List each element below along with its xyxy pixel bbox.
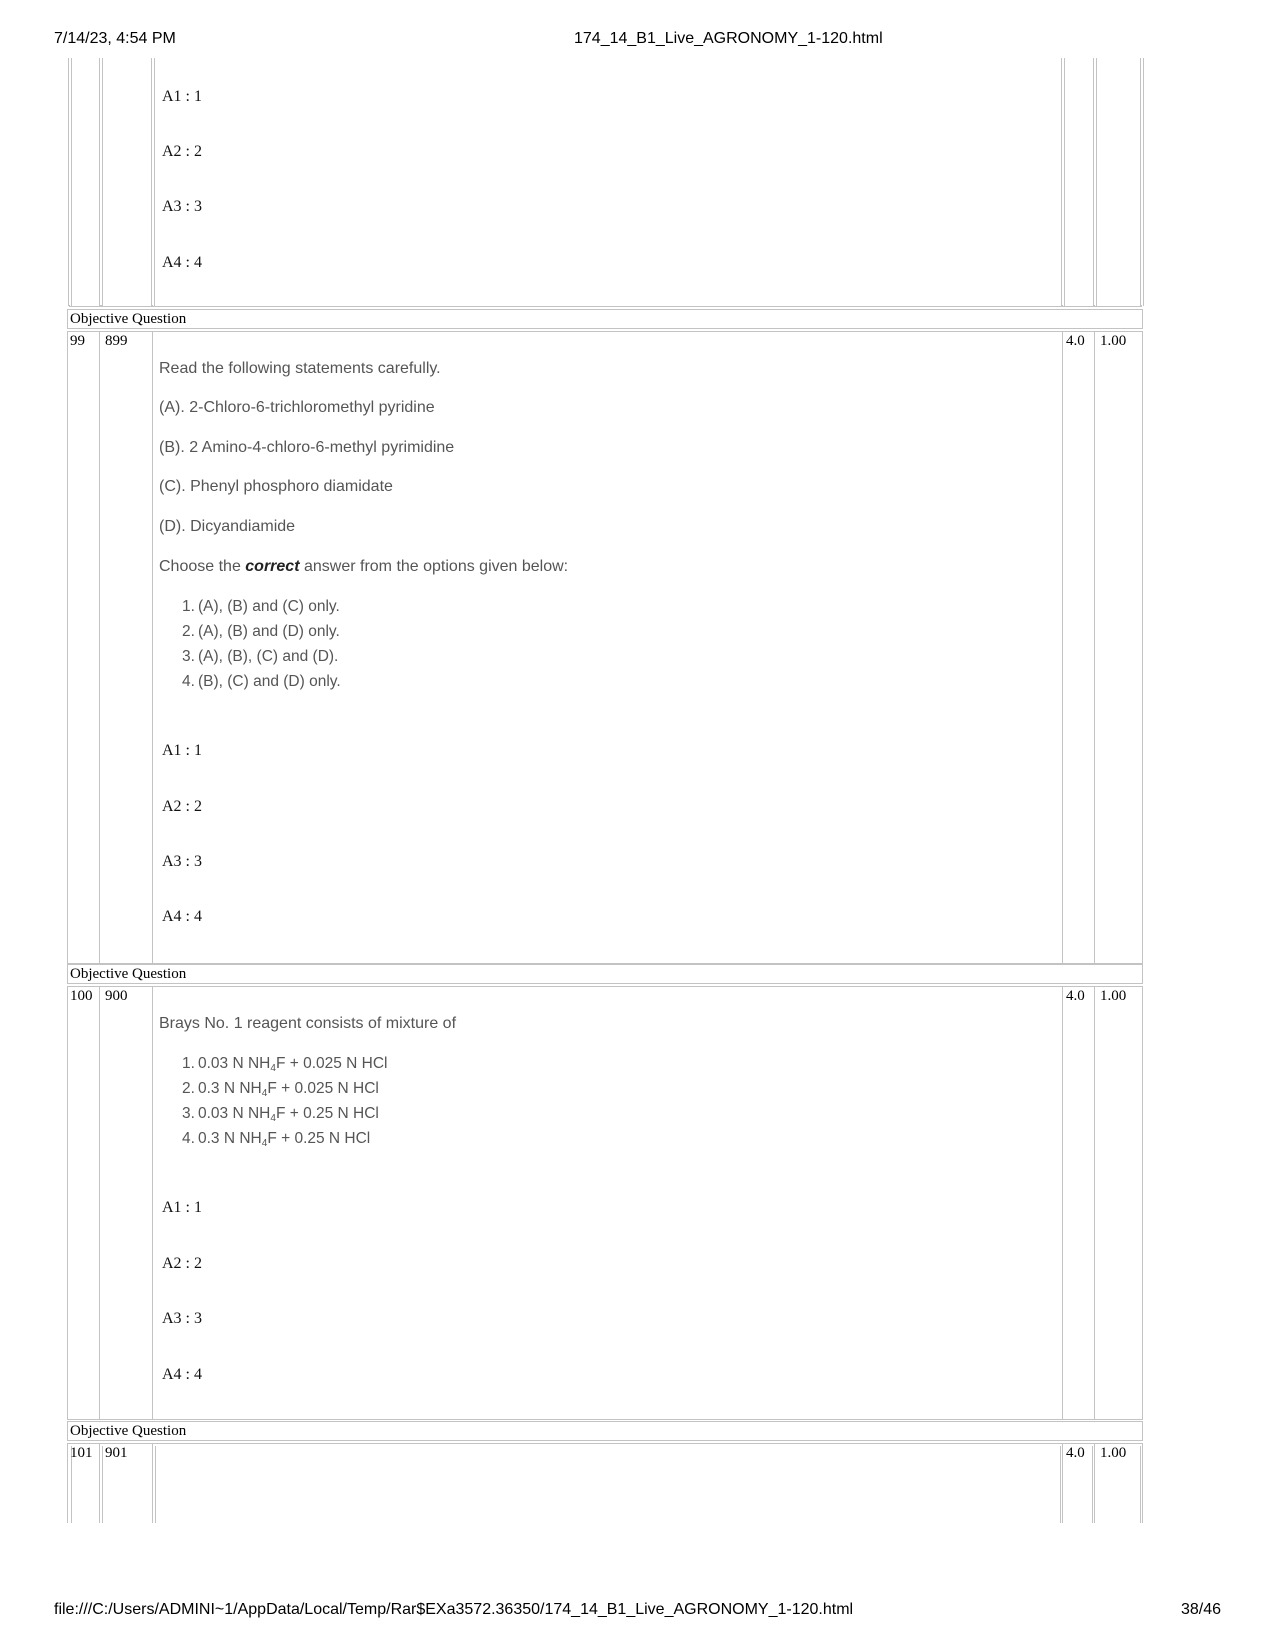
prev-answer-1: A1 : 1 — [162, 88, 202, 105]
option-4: 4. 0.3 N $NH_4F + 0.25$ N HCl — [182, 1130, 371, 1149]
print-footer-page-number: 38/46 — [1181, 1601, 1222, 1618]
prev-answer-3: A3 : 3 — [162, 198, 202, 215]
serial-number: 99 — [70, 333, 85, 349]
serial-number: 101 — [70, 1445, 93, 1461]
option-4: 4. (B), (C) and (D) only. — [182, 673, 341, 690]
section-label: Objective Question — [70, 1423, 187, 1439]
option-3: 3. 0.03 N $NH_4F + 0.25$ N HCl — [182, 1105, 379, 1124]
answer-1: A1 : 1 — [162, 1199, 202, 1216]
answer-4: A4 : 4 — [162, 1366, 202, 1383]
question-id: 899 — [105, 333, 128, 349]
option-1: 1. (A), (B) and (C) only. — [182, 598, 340, 615]
print-footer-path: file:///C:/Users/ADMINI~1/AppData/Local/Temp/Rar$EXa3572.36350/174_14_B1_Live_AGRONOMY_1-120.html — [54, 1601, 854, 1618]
negative-marks: 1.00 — [1100, 1445, 1127, 1461]
prev-answer-2: A2 : 2 — [162, 143, 202, 160]
option-3: 3. (A), (B), (C) and (D). — [182, 648, 339, 665]
answer-3: A3 : 3 — [162, 1310, 202, 1327]
option-1: 1. 0.03 N $NH_4F + 0.025$ N HCl — [182, 1055, 388, 1074]
statement-c: (C). Phenyl phosphoro diamidate — [159, 478, 393, 495]
prev-answer-4: A4 : 4 — [162, 254, 202, 271]
option-2: 2. (A), (B) and (D) only. — [182, 623, 340, 640]
answer-3: A3 : 3 — [162, 853, 202, 870]
marks: 4.0 — [1066, 1445, 1085, 1461]
answer-1: A1 : 1 — [162, 742, 202, 759]
answer-4: A4 : 4 — [162, 908, 202, 925]
answer-2: A2 : 2 — [162, 798, 202, 815]
negative-marks: 1.00 — [1100, 333, 1127, 349]
question-id: 900 — [105, 988, 128, 1004]
answer-2: A2 : 2 — [162, 1255, 202, 1272]
print-header-title: 174_14_B1_Live_AGRONOMY_1-120.html — [574, 30, 883, 47]
question-text: Read the following statements carefully. — [159, 360, 441, 377]
statement-a: (A). 2-Chloro-6-trichloromethyl pyridine — [159, 399, 435, 416]
options-list — [182, 1051, 388, 1151]
section-label: Objective Question — [70, 966, 187, 982]
question-id: 901 — [105, 1445, 128, 1461]
serial-number: 100 — [70, 988, 93, 1004]
marks: 4.0 — [1066, 333, 1085, 349]
negative-marks: 1.00 — [1100, 988, 1127, 1004]
statement-b: (B). 2 Amino-4-chloro-6-methyl pyrimidine — [159, 439, 455, 456]
statement-d: (D). Dicyandiamide — [159, 518, 296, 535]
options-list — [182, 594, 341, 694]
instruction-text: Choose the correct answer from the options given below: — [159, 558, 569, 575]
section-label: Objective Question — [70, 311, 187, 327]
print-header-datetime: 7/14/23, 4:54 PM — [54, 30, 176, 47]
option-2: 2. 0.3 N $NH_4F + 0.025$ N HCl — [182, 1080, 379, 1099]
marks: 4.0 — [1066, 988, 1085, 1004]
question-text: Brays No. 1 reagent consists of mixture of — [159, 1015, 457, 1032]
